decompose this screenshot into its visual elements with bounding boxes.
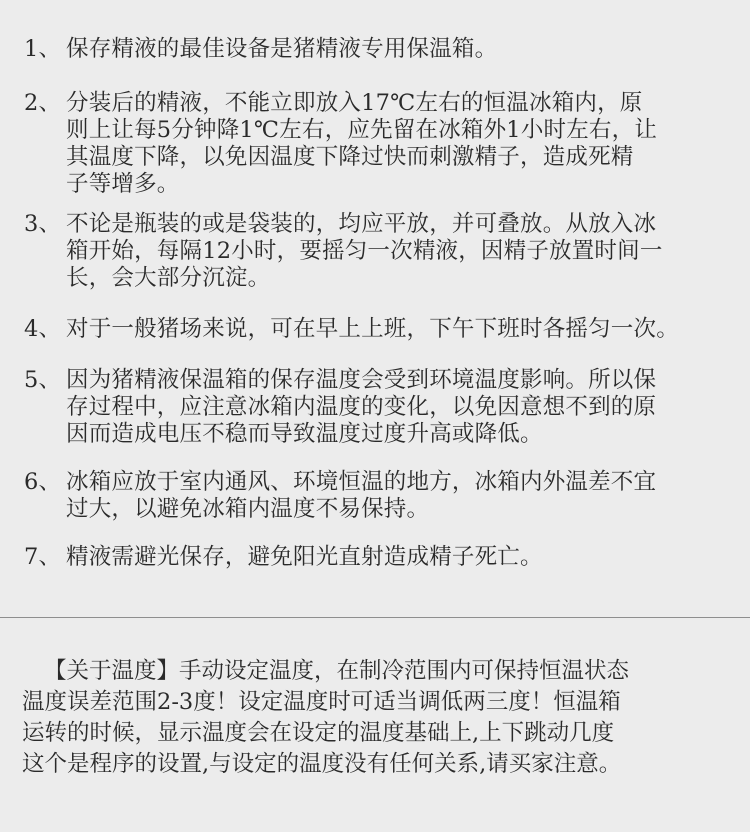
- item-number: 2、: [24, 90, 62, 116]
- item-text-line: 存过程中，应注意冰箱内温度的变化，以免因意想不到的原: [66, 394, 657, 420]
- instruction-item-3: [24, 211, 744, 292]
- item-text-line: 其温度下降，以免因温度下降过快而刺激精子，造成死精: [66, 144, 634, 170]
- item-text-line: 因而造成电压不稳而导致温度过度升高或降低。: [66, 421, 543, 447]
- note-text-line: 【关于温度】手动设定温度，在制冷范围内可保持恒温状态: [44, 658, 630, 684]
- item-number: 3、: [24, 211, 62, 237]
- item-text-line: 长，会大部分沉淀。: [66, 265, 271, 291]
- item-text-line: 保存精液的最佳设备是猪精液专用保温箱。: [66, 36, 498, 62]
- temperature-note: [22, 656, 742, 780]
- instruction-item-4: [24, 316, 744, 343]
- instruction-item-7: [24, 544, 744, 571]
- item-number: 7、: [24, 544, 62, 570]
- item-text-line: 不论是瓶装的或是袋装的，均应平放，并可叠放。从放入冰: [66, 211, 657, 237]
- item-text-line: 对于一般猪场来说，可在早上上班，下午下班时各摇匀一次。: [66, 316, 679, 342]
- item-number: 4、: [24, 316, 62, 342]
- temperature-note-section: [0, 618, 750, 832]
- item-text-line: 过大，以避免冰箱内温度不易保持。: [66, 496, 430, 522]
- item-number: 5、: [24, 367, 62, 393]
- item-text-line: 精液需避光保存，避免阳光直射造成精子死亡。: [66, 544, 543, 570]
- item-text-line: 冰箱应放于室内通风、环境恒温的地方，冰箱内外温差不宜: [66, 469, 657, 495]
- instruction-item-6: [24, 469, 744, 523]
- note-text-line: 这个是程序的设置,与设定的温度没有任何关系,请买家注意。: [22, 751, 622, 777]
- item-text-line: 分装后的精液，不能立即放入17℃左右的恒温冰箱内，原: [66, 90, 643, 116]
- instruction-item-2: [24, 90, 744, 198]
- note-text-line: 运转的时候，显示温度会在设定的温度基础上,上下跳动几度: [22, 720, 615, 746]
- item-text-line: 因为猪精液保温箱的保存温度会受到环境温度影响。所以保: [66, 367, 657, 393]
- item-number: 6、: [24, 469, 62, 495]
- item-text-line: 子等增多。: [66, 171, 180, 197]
- item-number: 1、: [24, 36, 62, 62]
- item-text-line: 箱开始，每隔12小时，要摇匀一次精液，因精子放置时间一: [66, 238, 663, 264]
- instruction-item-5: [24, 367, 744, 448]
- note-text-line: 温度误差范围2-3度！设定温度时可适当调低两三度！恒温箱: [22, 689, 621, 715]
- item-text-line: 则上让每5分钟降1℃左右，应先留在冰箱外1小时左右，让: [66, 117, 658, 143]
- instruction-item-1: [24, 36, 744, 63]
